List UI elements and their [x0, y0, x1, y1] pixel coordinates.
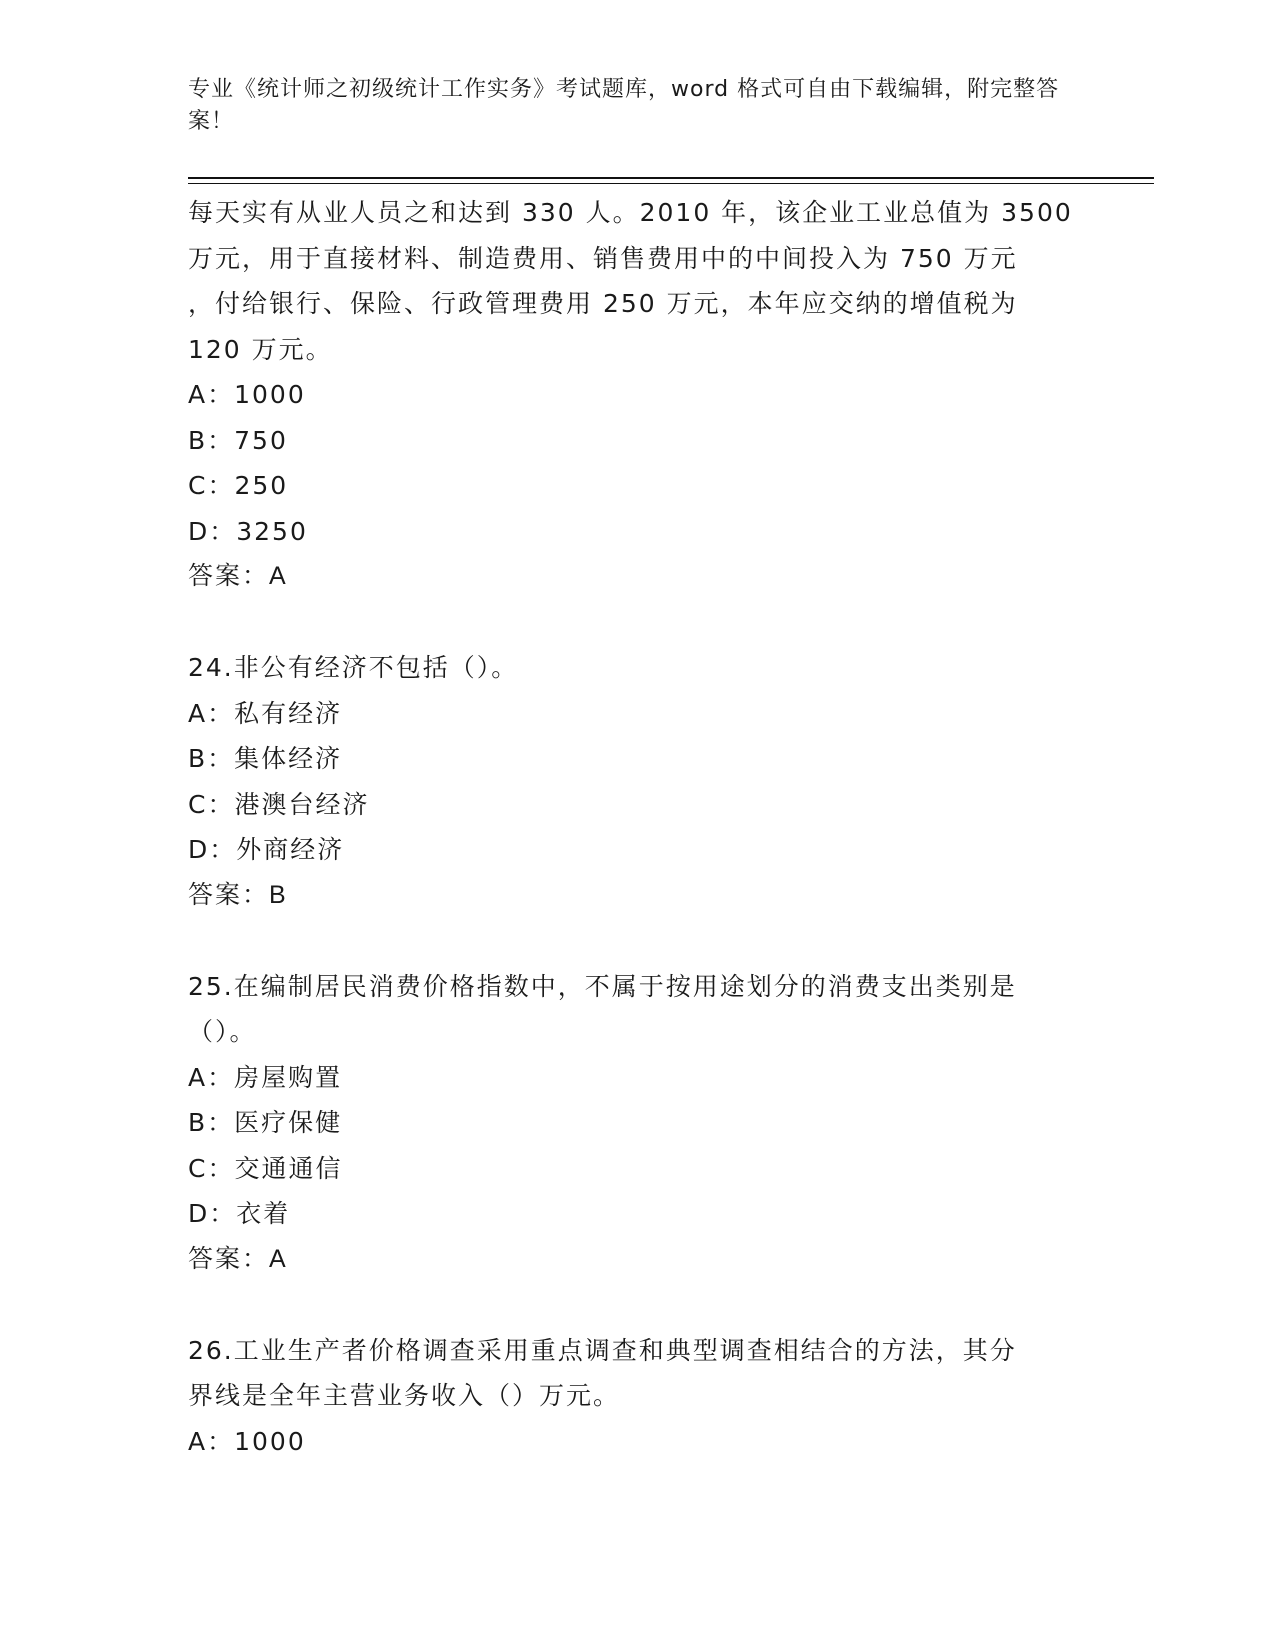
question-stem-line: 25.在编制居民消费价格指数中，不属于按用途划分的消费支出类别是 — [188, 971, 1017, 1001]
option-a: A：1000 — [188, 1426, 306, 1456]
option-a: A：房屋购置 — [188, 1062, 343, 1092]
spacer — [188, 918, 1078, 964]
question-26 — [188, 1328, 1078, 1465]
option-b: B：医疗保健 — [188, 1108, 343, 1137]
document-header — [188, 74, 1068, 138]
answer-line: 答案：B — [188, 880, 288, 909]
option-c: C：250 — [188, 471, 289, 500]
question-23 — [188, 190, 1078, 600]
option-c: C：交通通信 — [188, 1153, 343, 1183]
option-d: D：衣着 — [188, 1199, 291, 1228]
answer-line: 答案：A — [188, 1244, 288, 1273]
question-25 — [188, 964, 1078, 1283]
option-b: B：750 — [188, 425, 288, 455]
spacer — [188, 600, 1078, 646]
option-c: C：港澳台经济 — [188, 789, 370, 819]
question-stem-line: 每天实有从业人员之和达到 330 人。2010 年，该企业工业总值为 3500 — [188, 198, 1073, 227]
question-stem-line: （）。 — [188, 1017, 257, 1046]
header-rule-thick — [188, 177, 1154, 179]
answer-line: 答案：A — [188, 562, 288, 590]
question-24 — [188, 645, 1078, 918]
question-stem-line: 界线是全年主营业务收入（）万元。 — [188, 1381, 621, 1410]
header-text: 专业《统计师之初级统计工作实务》考试题库，word 格式可自由下载编辑，附完整答案！ — [188, 77, 1060, 134]
spacer — [188, 1282, 1078, 1328]
header-rule-thin — [188, 183, 1154, 184]
question-stem-line: 120 万元。 — [188, 334, 333, 364]
option-d: D：外商经济 — [188, 835, 345, 864]
option-a: A：私有经济 — [188, 698, 343, 728]
question-stem-line: 26.工业生产者价格调查采用重点调查和典型调查相结合的方法，其分 — [188, 1335, 1017, 1365]
question-stem-line: 万元，用于直接材料、制造费用、销售费用中的中间投入为 750 万元 — [188, 243, 1018, 273]
question-stem: 24.非公有经济不包括（）。 — [188, 653, 519, 682]
option-a: A：1000 — [188, 380, 306, 409]
option-b: B：集体经济 — [188, 744, 343, 773]
option-d: D：3250 — [188, 516, 308, 546]
question-stem-line: ，付给银行、保险、行政管理费用 250 万元，本年应交纳的增值税为 — [188, 289, 1018, 318]
document-body — [188, 190, 1078, 1464]
